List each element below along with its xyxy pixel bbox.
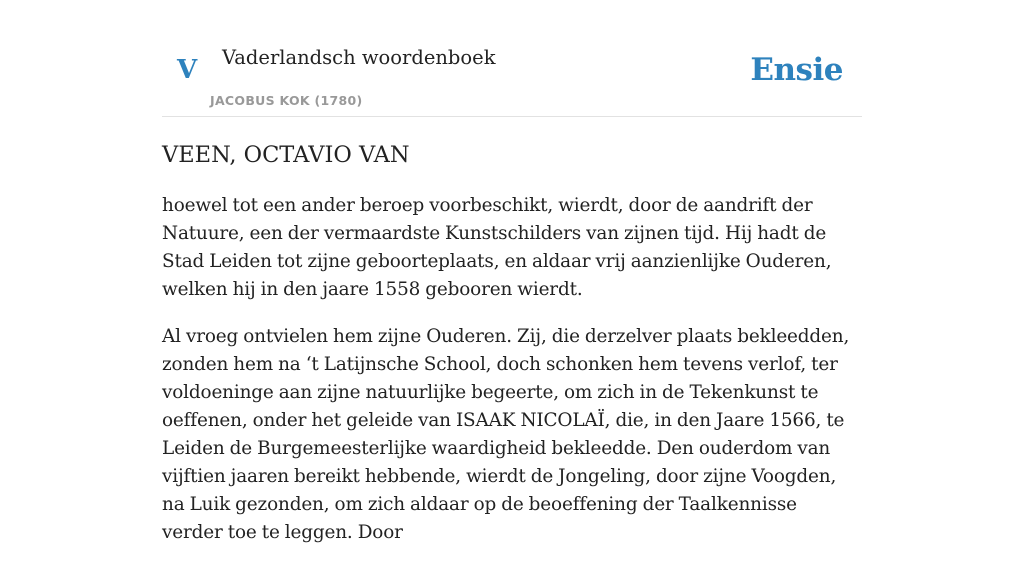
ensie-logo[interactable]: Ensie	[750, 52, 843, 88]
entry-paragraph: Al vroeg ontvielen hem zijne Ouderen. Zij, die derzelver plaats bekleedden, zonden hem na ‘t Latijnsche School, doch schonken hem tevens verlof, ter voldoeninge aan zijne natuurlijke begeerte, om zich in de Tekenkunst te oeffenen, onder het geleide van ISAAK NICOLAÏ, die, in den Jaare 1566, te Leiden de Burgemeesterlijke waardigheid bekleedde. Den ouderdom van vijftien jaaren bereikt hebbende, wierdt de Jongeling, door zijne Voogden, na Luik gezonden, om zich aldaar op de beoeffening der Taalkennisse verder toe te leggen. Door	[162, 326, 850, 543]
book-title[interactable]: Vaderlandsch woordenboek	[222, 46, 496, 69]
header	[162, 0, 862, 117]
index-letter[interactable]: V	[177, 55, 198, 85]
entry-title: VEEN, OCTAVIO VAN	[162, 142, 410, 168]
entry-paragraph: hoewel tot een ander beroep voorbeschikt, wierdt, door de aandrift der Natuure, een der vermaardste Kunstschilders van zijnen tijd. Hij hadt de Stad Leiden tot zijne geboorteplaats, en aldaar vrij aanzienlijke Ouderen, welken hij in den jaare 1558 gebooren wierdt.	[162, 195, 832, 300]
book-author: JACOBUS KOK (1780)	[210, 93, 363, 108]
entry-body	[162, 192, 862, 566]
